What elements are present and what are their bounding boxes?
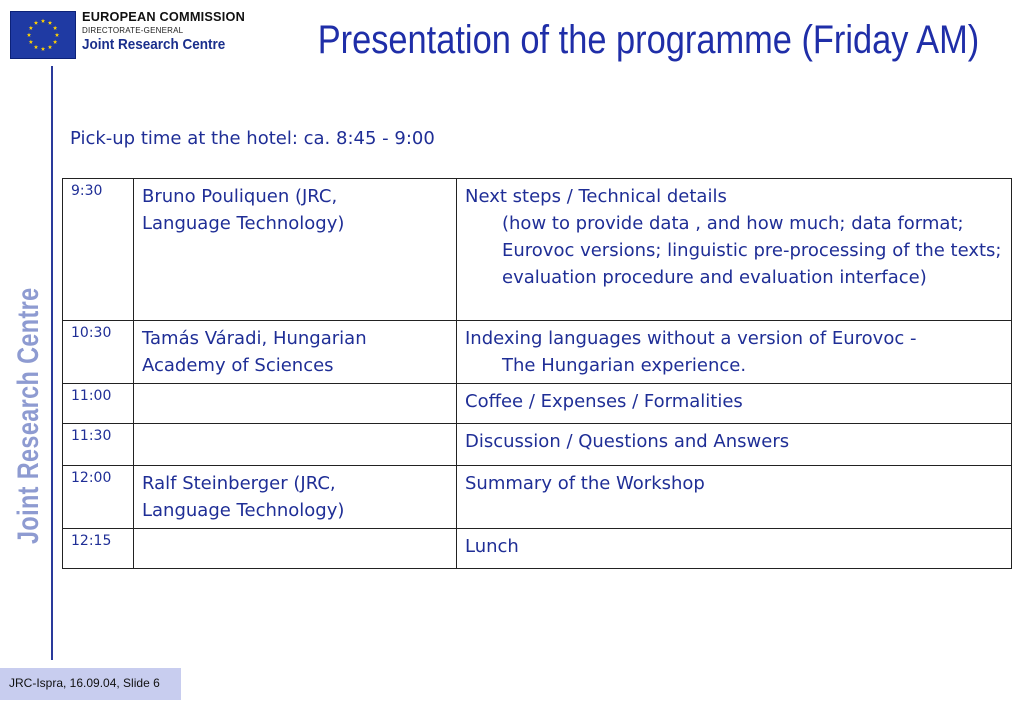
flag-star: [29, 26, 33, 30]
time-cell: 12:00: [63, 466, 134, 529]
topic-cell: [457, 466, 1012, 529]
flag-star: [41, 47, 45, 51]
topic-cell: [457, 424, 1012, 466]
logo-directorate: DIRECTORATE-GENERAL: [82, 26, 184, 35]
flag-star: [41, 19, 45, 23]
schedule-row: [63, 179, 1012, 321]
topic-cell: [457, 321, 1012, 384]
footer-text: JRC-Ispra, 16.09.04, Slide 6: [9, 676, 160, 690]
speaker-cell: [134, 321, 457, 384]
speaker-line: Ralf Steinberger (JRC,: [142, 473, 336, 494]
eu-flag-icon: [10, 11, 76, 59]
slide-title: Presentation of the programme (Friday AM): [317, 18, 979, 62]
topic-text: Indexing languages without a version of Eurovoc -: [465, 328, 917, 349]
flag-star: [48, 21, 52, 25]
topic-text: Coffee / Expenses / Formalities: [465, 391, 743, 412]
topic-detail: The Hungarian experience.: [502, 355, 747, 376]
flag-star: [34, 45, 38, 49]
schedule-row: [63, 424, 1012, 466]
schedule-row: [63, 466, 1012, 529]
topic-text: Next steps / Technical details: [465, 186, 727, 207]
time-cell: 9:30: [63, 179, 134, 321]
speaker-line: Tamás Váradi, Hungarian: [142, 328, 367, 349]
topic-cell: [457, 384, 1012, 424]
topic-text: Lunch: [465, 536, 519, 557]
logo-unit: Joint Research Centre: [82, 36, 226, 53]
flag-star: [27, 33, 31, 37]
flag-star: [34, 21, 38, 25]
pickup-time-text: Pick-up time at the hotel: ca. 8:45 - 9:00: [70, 128, 435, 149]
time-cell: 11:00: [63, 384, 134, 424]
vertical-divider: [51, 66, 53, 660]
schedule-table: [62, 178, 1012, 569]
schedule-row: [63, 384, 1012, 424]
flag-star: [53, 40, 57, 44]
speaker-line: Bruno Pouliquen (JRC,: [142, 186, 338, 207]
time-cell: 10:30: [63, 321, 134, 384]
speaker-cell: [134, 466, 457, 529]
speaker-line: Language Technology): [142, 213, 345, 234]
flag-star: [29, 40, 33, 44]
time-cell: 11:30: [63, 424, 134, 466]
schedule-row: [63, 529, 1012, 569]
topic-text: Summary of the Workshop: [465, 473, 705, 494]
flag-star: [53, 26, 57, 30]
time-cell: 12:15: [63, 529, 134, 569]
speaker-cell: [134, 424, 457, 466]
speaker-line: Language Technology): [142, 500, 345, 521]
topic-cell: [457, 529, 1012, 569]
footer-badge: [0, 668, 181, 700]
speaker-cell: [134, 179, 457, 321]
vertical-brand-text: Joint Research Centre: [12, 287, 45, 544]
speaker-line: Academy of Sciences: [142, 355, 334, 376]
topic-detail: (how to provide data , and how much; data format; Eurovoc versions; linguistic pre-processing of the texts; evaluation procedure and evaluation interface): [502, 213, 1002, 288]
schedule-row: [63, 321, 1012, 384]
speaker-cell: [134, 384, 457, 424]
logo-organization: EUROPEAN COMMISSION: [82, 9, 246, 24]
topic-cell: [457, 179, 1012, 321]
flag-star: [48, 45, 52, 49]
flag-star: [55, 33, 59, 37]
topic-text: Discussion / Questions and Answers: [465, 431, 790, 452]
speaker-cell: [134, 529, 457, 569]
